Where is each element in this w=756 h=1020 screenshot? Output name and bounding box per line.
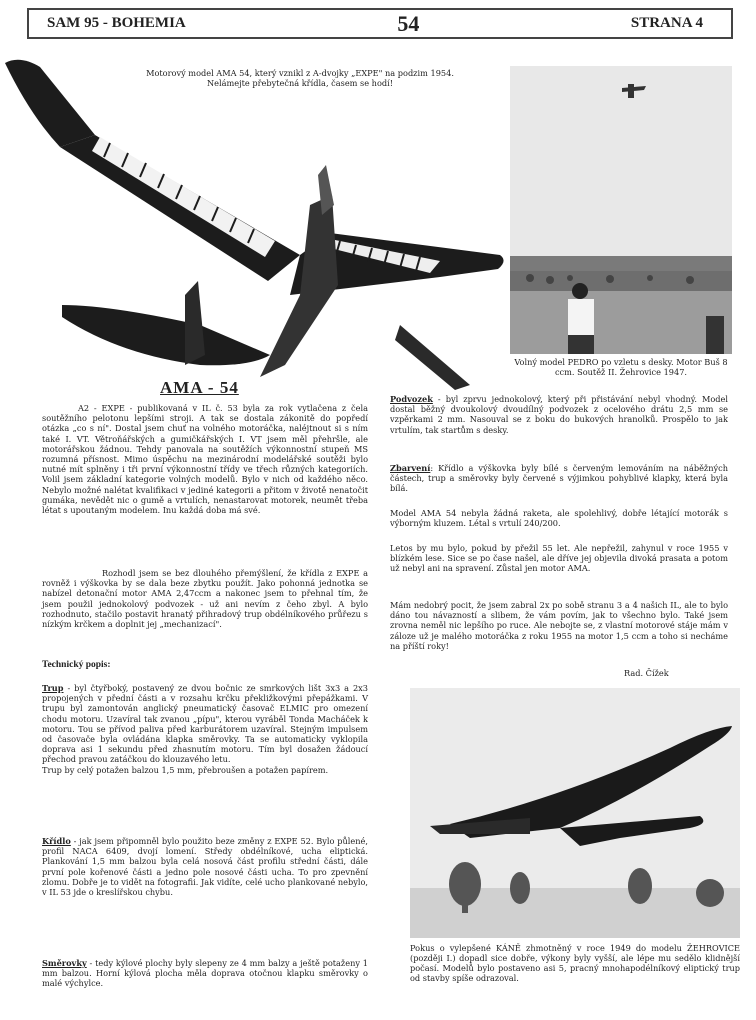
author-signature: Rad. Čížek — [624, 668, 669, 678]
kridlo-text: - jak jsem připomněl bylo použito beze změny z EXPE 52. Bylo půlené, profil NACA 6409, dvojí lomení. Středy obdélníkové, ucha eliptická. Plankování 1,5 mm balzou byla celá nosová část profilu střední části, dále první pole kořenové části a jedno pole nosové části ucha. To pro zpevnění zlomu. Dobře je to vidět na fotografii. Jak vidíte, celé ucho plankované nebylo, v IL 53 jde o kreslířskou chybu. — [42, 836, 368, 898]
zbarveni-text: : Křídlo a výškovka byly bílé s červeným lemováním na náběžných částech, trup a směrovky byly červené s výjimkou pohyblivé klapky, která byla bílá. — [390, 463, 728, 494]
section-podvozek — [390, 394, 728, 435]
smerovky-keyword: Směrovky — [42, 958, 87, 968]
caption-top: Motorový model AMA 54, který vznikl z A-dvojky „EXPE" na podzim 1954. Nelámejte přebytečná křídla, časem se hodí! — [146, 68, 454, 88]
intro-paragraph-1: A2 - EXPE - publikovaná v IL č. 53 byla za rok vytlačena z čela soutěžního pelotonu lepšími stroji. A tak se dostala zákonitě do popředí otázka „co s ní". Dostal jsem chuť na volného motoráčka, naléjtnout si s ním také I. VT. Větroňářských a gumičkářských I. VT jsem měl přehršle, ale motorářskou žádnou. Tehdy panovala na soutěžích výkonnostní stupeň MS rozumná přísnost. Mimo úspěchu na mezinárodní modelářské soutěži bylo nutné mít splněny i tři první výkonnostní třídy ve třech různých kategoriích. Volil jsem základní kategorie volných modelů. Bylo v nich od každého něco. Nebylo možné nalétat kvalifikaci v jediné kategorii a přitom v životě nenatočit gumáka, nevědět nic o gumě a vrtulích, nenastarovat motorek, neumět třeba létat s upoutaným modelem. Inu každá doba má své. — [42, 403, 368, 516]
header-page-number: STRANA 4 — [630, 15, 703, 31]
page-header — [27, 8, 733, 39]
right-paragraph-2: Letos by mu bylo, pokud by přežil 55 let. Ale nepřežil, zahynul v roce 1955 v blízkém lese. Sice se po čase našel, ale dříve jej objevila divoká prasata a potom už nebyl ani na spravení. Zůstal jen motor AMA. — [390, 543, 728, 574]
zbarveni-keyword: Zbarvení — [390, 463, 431, 473]
podvozek-keyword: Podvozek — [390, 394, 433, 404]
section-kridlo — [42, 836, 368, 897]
trup-text: - byl čtyřboký, postavený ze dvou bočnic ze smrkových lišt 3x3 a 2x3 propojených v přední části a v rozsahu krčku překližkovými přepážkami. V trupu byl zamontován anglický pneumatický časovač ELMIC pro omezení chodu motoru. Uzavíral tak zvanou „pípu", kterou vyráběl Tonda Macháček k motoru. Tou se přívod paliva před karburátorem uzavíral. Stejným impulsem od časovače byla ovládána klapka směrovky. Ta se automaticky vyklopila doprava asi 1 sekundu před zhasnutím motoru. Tím byl dosažen žádoucí přechod pravou zatáčkou do klouzavého letu. — [42, 683, 368, 765]
podvozek-text: - byl zprvu jednokolový, který při přistávání nebyl vhodný. Model dostal běžný dvoukolový dvoudílný podvozek z ocelového drátu 2,5 mm se vzpěrkami 2 mm. Nasouval se z boku do bukových hranolků. Prospělo to jak vrtulím, tak startům s desky. — [390, 394, 728, 435]
caption-pedro: Volný model PEDRO po vzletu s desky. Motor Buš 8 ccm. Soutěž II. Žehrovice 1947. — [514, 357, 728, 377]
photo-ama54-model — [0, 55, 505, 395]
header-publication: SAM 95 - BOHEMIA — [47, 15, 186, 31]
caption-bottom: Pokus o vylepšené KÁNĚ zhmotněný v roce 1949 do modelu ŽEHROVICE (později I.) dopadl sice dobře, výkony byly vyšší, ale lépe mu sedělo klidnější počasí. Modelů bylo postaveno asi 5, pracný mnohapodélníkový eliptický trup od stavby spíše odrazoval. — [410, 943, 740, 983]
article-title: AMA - 54 — [160, 378, 239, 397]
section-zbarveni — [390, 463, 728, 494]
header-issue-number: 54 — [397, 10, 420, 36]
section-trup — [42, 683, 368, 775]
tech-heading: Technický popis: — [42, 660, 111, 670]
section-smerovky — [42, 958, 368, 989]
smerovky-text: - tedy kýlové plochy byly slepeny ze 4 mm balzy a ještě potaženy 1 mm balzou. Horní kýlová plocha měla doprava otočnou klapku směrovky o malé výchylce. — [42, 958, 368, 989]
photo-zehrovice-glider — [410, 688, 740, 938]
intro-paragraph-2: Rozhodl jsem se bez dlouhého přemýšlení, že křídla z EXPE a rovněž i výškovka by se dala beze zbytku použít. Jako pohonná jednotka se nabízel detonační motor AMA 2,47ccm a nakonec jsem to přehnal tím, že jsem použil jednokolový podvozek - už ani nevím z čeho zbyl. A bylo rozhodnuto, stačilo postavit hranatý přihradový trup obdélníkového průřezu s nízkým krčkem a doplnit jej „mechanizací". — [42, 568, 368, 630]
right-paragraph-1: Model AMA 54 nebyla žádná raketa, ale spolehlivý, dobře létající motorák s výborným kluzem. Létal s vrtulí 240/200. — [390, 508, 728, 529]
photo-pedro-flight — [510, 66, 732, 354]
trup-text-2: Trup by celý potažen balzou 1,5 mm, přebroušen a potažen papírem. — [42, 764, 329, 775]
kridlo-keyword: Křídlo — [42, 836, 71, 846]
right-paragraph-3: Mám nedobrý pocit, že jsem zabral 2x po sobě stranu 3 a 4 našich IL, ale to bylo dáno tou návazností a slibem, že vám povím, jak to všechno bylo. Také jsem zrovna neměl nic lepšího po ruce. Ale nebojte se, z vlastní motorové stáje mám v záloze už je malého motoráčka z roku 1955 na motor 1,5 ccm a toho si necháme na příští roky! — [390, 600, 728, 651]
trup-keyword: Trup — [42, 683, 64, 693]
